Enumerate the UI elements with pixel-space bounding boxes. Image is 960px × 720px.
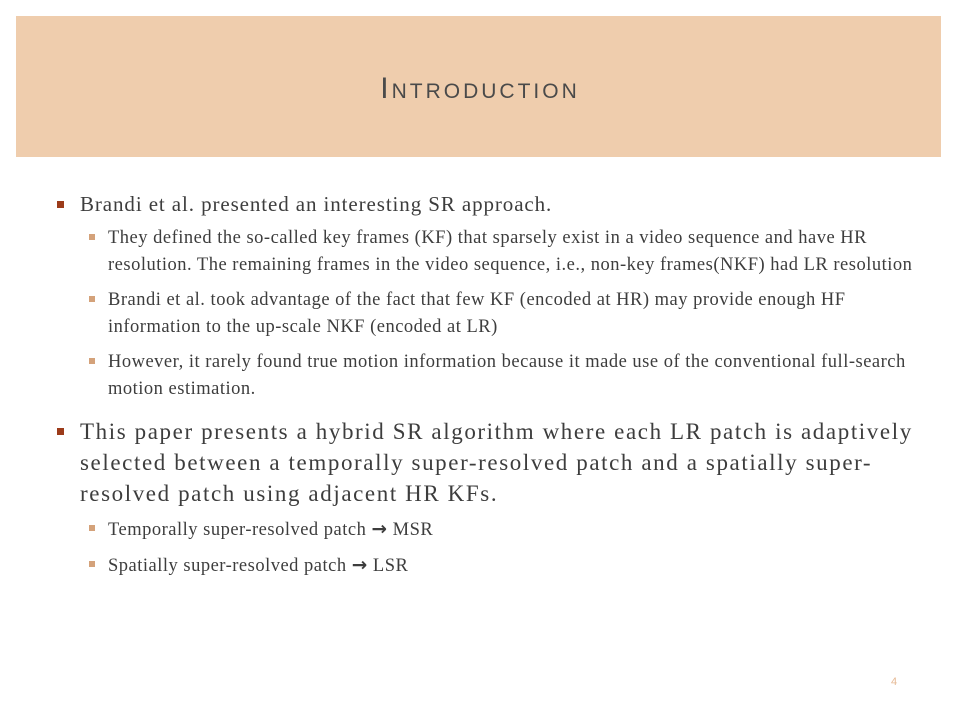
bullet-level1 bbox=[56, 416, 916, 509]
bullet-level2 bbox=[56, 552, 916, 580]
arrow-right-icon: → bbox=[351, 555, 368, 576]
bullet-text: Brandi et al. took advantage of the fact that few KF (encoded at HR) may provide enough HF information to the up-scale NKF (encoded at LR) bbox=[108, 290, 846, 337]
arrow-right-icon: → bbox=[371, 519, 388, 540]
bullet-target: LSR bbox=[372, 556, 409, 576]
bullet-text: This paper presents a hybrid SR algorithm where each LR patch is adaptively selected between a temporally super-resolved patch and a spatially super-resolved patch using adjacent HR KFs. bbox=[80, 419, 913, 506]
bullet-level2 bbox=[56, 516, 916, 544]
bullet-level2 bbox=[56, 225, 916, 279]
bullet-level2 bbox=[56, 349, 916, 403]
bullet-target: MSR bbox=[392, 520, 434, 540]
square-bullet-icon bbox=[89, 561, 95, 567]
slide-body bbox=[56, 190, 916, 580]
bullet-text: Temporally super-resolved patch bbox=[108, 520, 367, 540]
bullet-text: Brandi et al. presented an interesting SR approach. bbox=[80, 192, 553, 216]
square-bullet-icon bbox=[89, 525, 95, 531]
square-bullet-icon bbox=[89, 234, 95, 240]
bullet-level1 bbox=[56, 190, 916, 218]
page-number: 4 bbox=[890, 676, 898, 688]
square-bullet-icon bbox=[57, 428, 64, 435]
square-bullet-icon bbox=[89, 358, 95, 364]
bullet-text: They defined the so-called key frames (KF) that sparsely exist in a video sequence and have HR resolution. The remaining frames in the video sequence, i.e., non-key frames(NKF) had LR resolution bbox=[108, 228, 913, 275]
bullet-text: However, it rarely found true motion information because it made use of the conventional full-search motion estimation. bbox=[108, 352, 906, 399]
bullet-level2 bbox=[56, 287, 916, 341]
bullet-text: Spatially super-resolved patch bbox=[108, 556, 347, 576]
square-bullet-icon bbox=[89, 296, 95, 302]
square-bullet-icon bbox=[57, 201, 64, 208]
slide-title: Introduction bbox=[380, 72, 580, 105]
